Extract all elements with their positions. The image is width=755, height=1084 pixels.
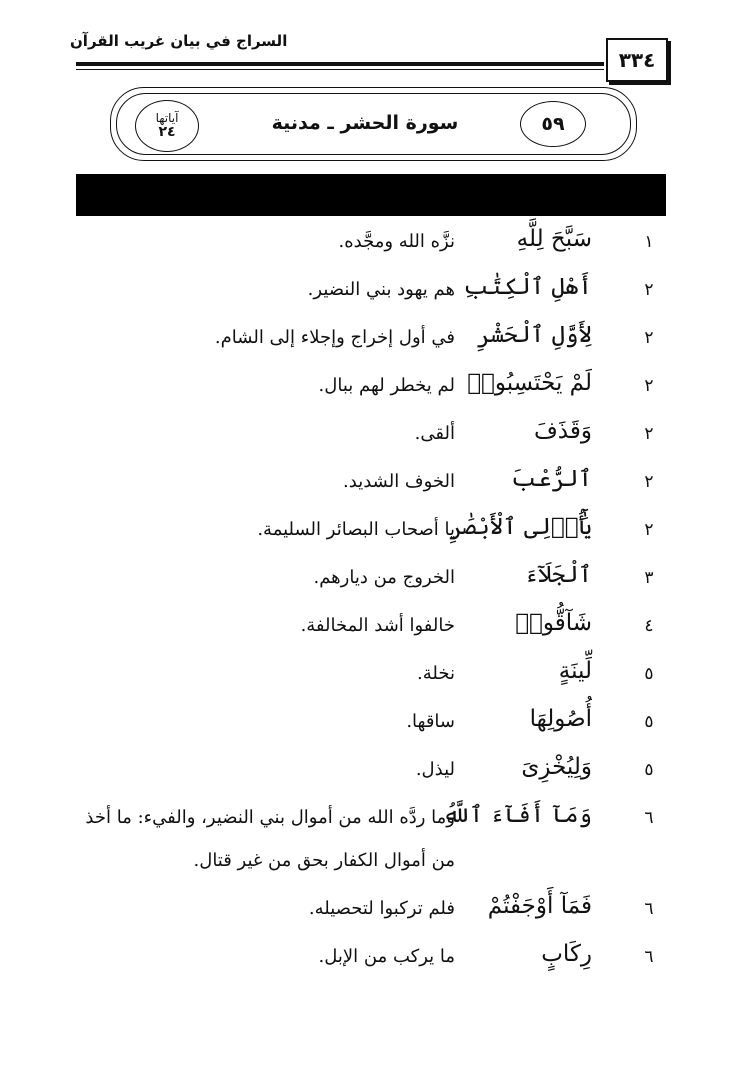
surah-name: سورة الحشر ـ مدنية — [271, 112, 459, 134]
quran-word: وَلِيُخْزِىَ — [521, 754, 592, 780]
quran-word: ٱلْجَلَآءَ — [524, 562, 592, 588]
ayah-number: ٢ — [644, 280, 654, 300]
quran-word: سَبَّحَ لِلَّهِ — [516, 226, 592, 252]
ayah-number: ٢ — [644, 424, 654, 444]
ayah-number: ٢ — [644, 520, 654, 540]
word-meaning: ليذل. — [415, 759, 455, 780]
entry-row — [60, 412, 660, 460]
ayah-number: ٣ — [644, 568, 654, 588]
ayah-number: ٦ — [644, 808, 654, 828]
word-meaning: نزَّه الله ومجَّده. — [338, 231, 455, 252]
entry-row — [60, 460, 660, 508]
header-rule-thick — [76, 62, 604, 66]
ayah-number: ٦ — [644, 947, 654, 967]
quran-word: رِكَابٍ — [541, 941, 592, 967]
word-meaning: الخوف الشديد. — [343, 471, 455, 492]
word-meaning: الخروج من ديارهم. — [313, 567, 455, 588]
word-meaning: في أول إخراج وإجلاء إلى الشام. — [214, 327, 455, 348]
entries-list — [60, 220, 660, 983]
black-band — [76, 174, 666, 216]
word-meaning: هم يهود بني النضير. — [307, 279, 455, 300]
word-meaning: ألقى. — [414, 423, 455, 444]
quran-word: وَمَآ أَفَآءَ ٱللَّهُ — [442, 802, 592, 828]
entry-row — [60, 796, 660, 887]
entry-row — [60, 364, 660, 412]
ayah-number: ٥ — [644, 712, 654, 732]
ayah-number: ١ — [644, 232, 654, 252]
ayah-number: ٢ — [644, 376, 654, 396]
word-meaning: يا أصحاب البصائر السليمة. — [257, 519, 455, 540]
quran-word: لَمْ يَحْتَسِبُوا۟ — [467, 370, 592, 396]
word-meaning: فلم تركبوا لتحصيله. — [308, 898, 455, 919]
ayat-label: آياتها — [155, 111, 179, 126]
entry-row — [60, 508, 660, 556]
quran-word: شَآقُّوا۟ — [515, 610, 592, 636]
page-number: ٣٣٤ — [618, 48, 656, 72]
word-meaning: ساقها. — [406, 711, 455, 732]
ayah-number: ٥ — [644, 664, 654, 684]
surah-number-badge — [520, 101, 586, 147]
ayah-number: ٥ — [644, 760, 654, 780]
word-meaning: لم يخطر لهم ببال. — [318, 375, 455, 396]
word-meaning: خالفوا أشد المخالفة. — [300, 615, 455, 636]
quran-word: يَٰٓأُو۟لِى ٱلْأَبْصَٰرِ — [449, 514, 592, 540]
quran-word: أَهْلِ ٱلْكِتَٰبِ — [463, 274, 592, 300]
quran-word: لِأَوَّلِ ٱلْحَشْرِ — [476, 322, 592, 348]
ayah-number: ٦ — [644, 899, 654, 919]
word-meaning: وما ردَّه الله من أموال بني النضير، والفيء: ما أخذ من أموال الكفار بحق من غير قتال. — [85, 807, 455, 871]
entry-row — [60, 316, 660, 364]
entry-row — [60, 268, 660, 316]
entry-row — [60, 556, 660, 604]
entry-row — [60, 887, 660, 935]
quran-word: فَمَآ أَوْجَفْتُمْ — [487, 893, 592, 919]
ayah-number: ٤ — [644, 616, 654, 636]
word-meaning: نخلة. — [417, 663, 455, 684]
entry-row — [60, 748, 660, 796]
page-number-box — [606, 38, 668, 82]
entry-row — [60, 652, 660, 700]
entry-row — [60, 700, 660, 748]
entry-row — [60, 935, 660, 983]
entry-row — [60, 604, 660, 652]
running-title: السراج في بيان غريب القرآن — [70, 32, 288, 50]
ayah-number: ٢ — [644, 472, 654, 492]
quran-word: وَقَذَفَ — [533, 418, 592, 444]
quran-word: أُصُولِهَا — [529, 706, 592, 732]
entry-row — [60, 220, 660, 268]
quran-word: لِّينَةٍ — [558, 658, 592, 684]
ayah-number: ٢ — [644, 328, 654, 348]
header-rule-thin — [76, 69, 604, 70]
surah-number: ٥٩ — [541, 113, 565, 135]
ayat-count: ٢٤ — [158, 123, 176, 140]
word-meaning: ما يركب من الإبل. — [318, 946, 455, 967]
quran-word: ٱلرُّعْبَ — [511, 466, 592, 492]
ayat-count-badge — [135, 100, 199, 152]
